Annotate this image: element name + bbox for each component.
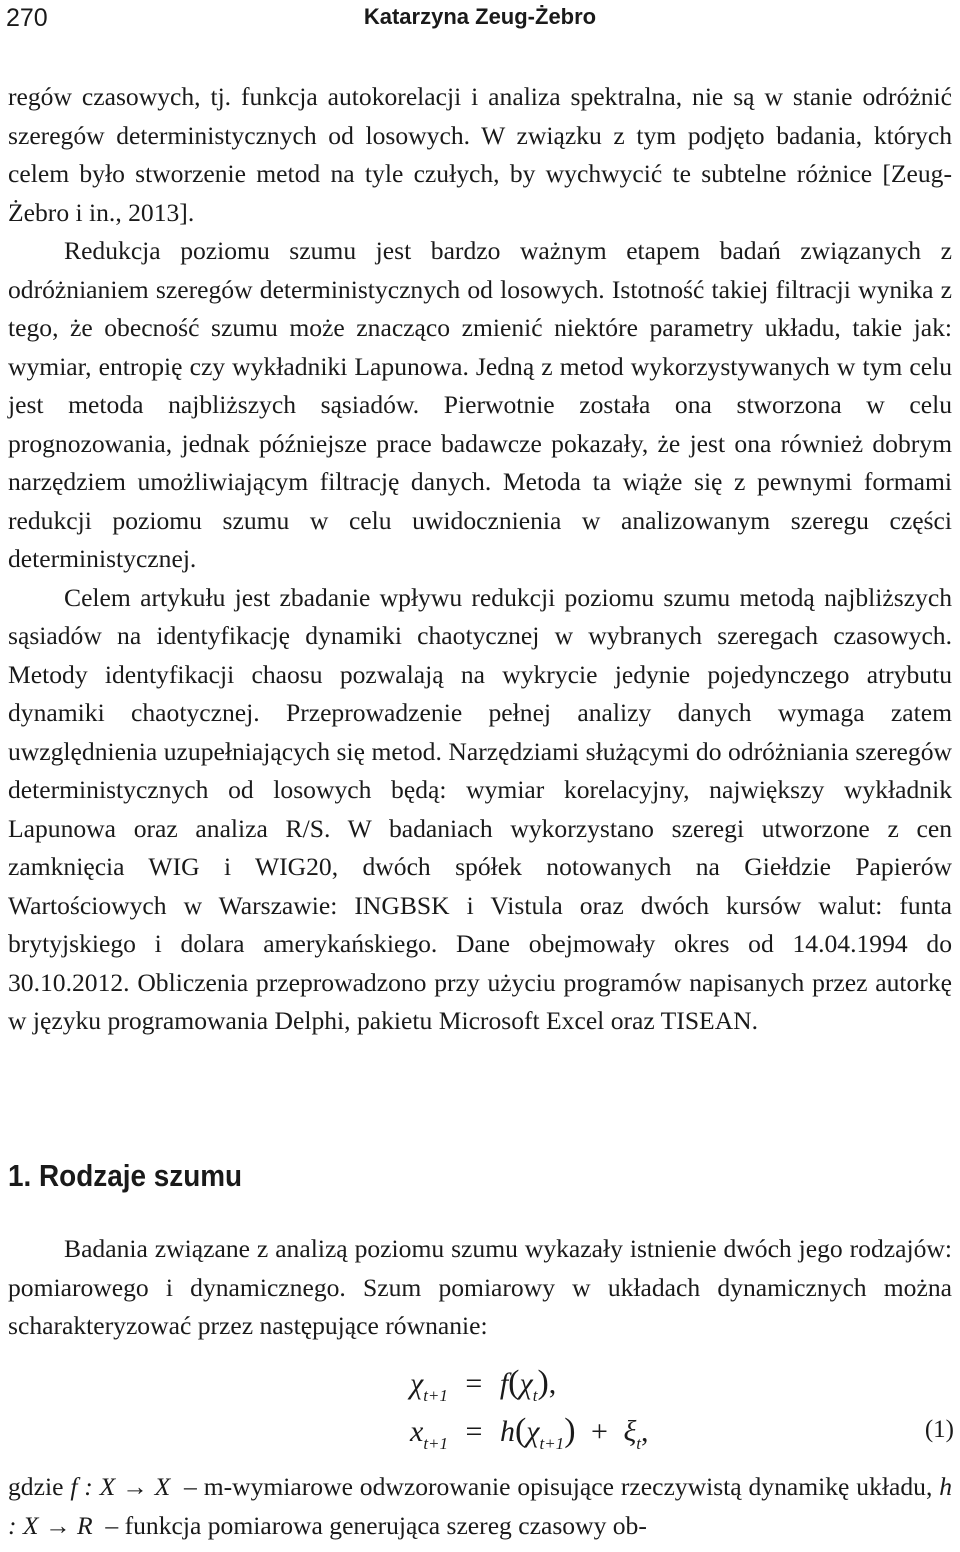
eq-subscript: t+1	[423, 1386, 448, 1405]
eq-symbol: χ	[519, 1367, 533, 1400]
paragraph: Badania związane z analizą poziomu szumu wykazały istnienie dwóch jego rodzajów: pomiarowego i dynamicznego. Szum pomiarowy w układach dynamicznych można scharakteryzować przez następujące równanie:	[8, 1234, 952, 1340]
eq-subscript: t+1	[539, 1434, 565, 1453]
equation-line-1: $\chi_{t+1} = f(\chi_t)$,	[410, 1364, 557, 1405]
running-head-author: Katarzyna Zeug-Żebro	[363, 4, 597, 29]
section-body	[8, 1230, 952, 1346]
math-map-h: h : X → R	[8, 1472, 953, 1540]
paragraph: gdzie f : X → X – m-wymiarowe odwzorowanie opisujące rzeczywistą dynamikę układu, h : X → R – funkcja pomiarowa generująca szereg czasowy ob-	[8, 1472, 953, 1540]
eq-symbol: χ	[410, 1367, 424, 1400]
eq-plus: +	[591, 1415, 608, 1448]
paragraph: Redukcja poziomu szumu jest bardzo ważnym etapem badań związanych z odróżnianiem szeregów deterministycznych od losowych. Istotność takiej filtracji wynika z tego, że obecność szumu może znacząco zmienić niektóre parametry układu, takie jak: wymiar, entropię czy wykładniki Lapunowa. Jedną z metod wykorzystywanych w tym celu jest metoda najbliższych sąsiadów. Pierwotnie została ona stworzona w celu prognozowania, jednak późniejsze prace badawcze pokazały, że jest ona również dobrym narzędziem umożliwiającym filtrację danych. Metoda ta wiąże się z pewnymi formami redukcji poziomu szumu w celu uwidocznienia w analizowanym szeregu części deterministycznej.	[8, 236, 952, 573]
definition-prefix: gdzie	[8, 1472, 64, 1501]
definitions-text	[8, 1468, 952, 1545]
eq-symbol: f	[499, 1367, 509, 1400]
definition-text: funkcja pomiarowa generująca szereg czasowy ob-	[124, 1510, 647, 1540]
math-map-f: f : X → X	[70, 1472, 171, 1501]
page-header	[0, 0, 960, 40]
paragraph: Celem artykułu jest zbadanie wpływu redukcji poziomu szumu metodą najbliższych sąsiadów na identyfikację dynamiki chaotycznej w wybranych szeregach czasowych. Metody identyfikacji chaosu pozwalają na wykrycie jedynie pojedynczego atrybutu dynamiki chaotycznej. Przeprowadzenie pełnej analizy danych wymaga zatem uwzględnienia uzupełniających się metod. Narzędziami służącymi do odróżniania szeregów deterministycznych od losowych będą: wymiar korelacyjny, największy wykładnik Lapunowa oraz analiza R/S. W badaniach wykorzystano szeregi utworzone z cen zamknięcia WIG i WIG20, dwóch spółek notowanych na Giełdzie Papierów Wartościowych w Warszawie: INGBSK i Vistula oraz dwóch kursów walut: funta brytyjskiego i dolara amerykańskiego. Dane obejmowały okres od 14.04.1994 do 30.10.2012. Obliczenia przeprowadzono przy użyciu programów napisanych przez autorkę w języku programowania Delphi, pakietu Microsoft Excel oraz TISEAN.	[8, 582, 952, 1035]
eq-subscript: t+1	[423, 1434, 449, 1453]
eq-subscript: t	[532, 1386, 538, 1405]
equation-line-2: $x_{t+1} = h(\chi_{t+1}) + \xi_t$,	[410, 1412, 649, 1453]
section-heading: 1. Rodzaje szumu	[8, 1158, 243, 1193]
definition-text: m-wymiarowe odwzorowanie opisujące rzeczywistą dynamikę układu,	[203, 1472, 933, 1501]
eq-equals: =	[465, 1415, 483, 1448]
eq-equals: =	[465, 1367, 483, 1400]
page-number: 270	[6, 4, 48, 32]
eq-subscript: t	[636, 1434, 642, 1453]
eq-symbol: h	[499, 1415, 515, 1448]
eq-symbol: χ	[526, 1415, 540, 1448]
equation-number: (1)	[924, 1416, 954, 1443]
eq-symbol: x	[410, 1415, 424, 1448]
body-text	[8, 78, 952, 1041]
eq-symbol: ξ	[623, 1415, 637, 1448]
paragraph: regów czasowych, tj. funkcja autokorelacji i analiza spektralna, nie są w stanie odróżnić szeregów deterministycznych od losowych. W związku z tym podjęto badania, których celem było stworzenie metod na tyle czułych, by wychwycić te subtelne różnice [Zeug-Żebro i in., 2013].	[8, 82, 952, 227]
